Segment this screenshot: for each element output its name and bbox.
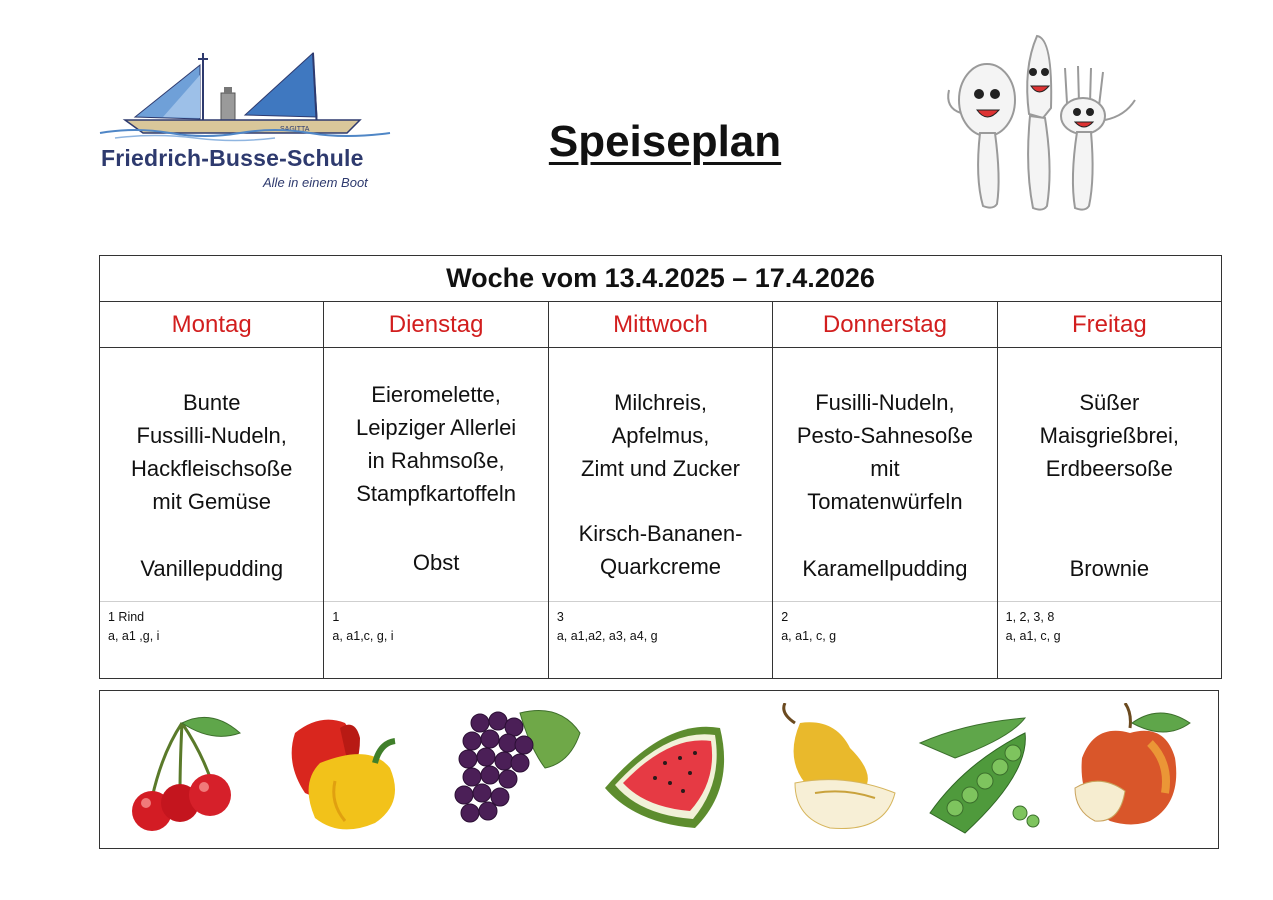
- svg-text:SAGITTA: SAGITTA: [280, 126, 310, 133]
- day-name: Dienstag: [324, 302, 547, 348]
- main-dish: Milchreis, Apfelmus, Zimt und Zucker: [581, 390, 740, 481]
- day-name: Montag: [100, 302, 323, 348]
- main-dish: Eieromelette, Leipziger Allerlei in Rahmsoße, Stampfkartoffeln: [356, 382, 517, 506]
- main-dish: Fusilli-Nudeln, Pesto-Sahnesoße mit Tomatenwürfeln: [796, 390, 973, 514]
- bell-peppers-image: [280, 703, 410, 838]
- additive-codes: 2: [781, 610, 789, 624]
- dessert: Brownie: [1069, 556, 1150, 581]
- peas-image: [915, 703, 1040, 838]
- day-column-monday: [100, 302, 324, 679]
- meal-cell: [324, 348, 547, 602]
- grapes-image: [450, 703, 585, 838]
- additive-codes: 1 Rind: [108, 610, 145, 624]
- day-name: Donnerstag: [773, 302, 996, 348]
- pear-image: [775, 703, 900, 838]
- page-title: Speiseplan: [548, 117, 782, 166]
- main-dish: Bunte Fussilli-Nudeln, Hackfleischsoße mit Gemüse: [131, 390, 293, 514]
- day-name: Freitag: [998, 302, 1221, 348]
- allergen-info: [549, 602, 772, 652]
- dessert: Obst: [412, 550, 460, 575]
- school-name: Friedrich-Busse-Schule: [101, 145, 364, 171]
- fruit-illustrations: [99, 690, 1219, 849]
- allergen-info: [998, 602, 1221, 652]
- cutlery-mascot-icon: [935, 28, 1145, 218]
- dessert: Karamellpudding: [802, 556, 968, 581]
- day-column-friday: [998, 302, 1221, 679]
- day-column-thursday: [773, 302, 997, 679]
- dessert: Kirsch-Bananen- Quarkcreme: [578, 521, 743, 579]
- day-column-tuesday: [324, 302, 548, 679]
- allergen-info: [773, 602, 996, 652]
- week-range: Woche vom 13.4.2025 – 17.4.2026: [100, 256, 1221, 302]
- allergen-info: [100, 602, 323, 652]
- additive-codes: 1, 2, 3, 8: [1005, 610, 1055, 624]
- allergen-codes: a, a1,a2, a3, a4, g: [556, 629, 658, 643]
- meal-cell: [773, 348, 996, 602]
- dessert: Vanillepudding: [140, 556, 284, 581]
- day-columns: [100, 302, 1221, 679]
- allergen-info: [324, 602, 547, 652]
- allergen-codes: a, a1,c, g, i: [332, 629, 394, 643]
- allergen-codes: a, a1, c, g: [781, 629, 837, 643]
- apple-image: [1070, 703, 1195, 838]
- cherries-image: [122, 703, 247, 838]
- additive-codes: 1: [332, 610, 340, 624]
- allergen-codes: a, a1 ,g, i: [108, 629, 160, 643]
- meal-cell: [100, 348, 323, 602]
- school-motto: Alle in einem Boot: [263, 175, 368, 190]
- day-column-wednesday: [549, 302, 773, 679]
- allergen-codes: a, a1, c, g: [1005, 629, 1061, 643]
- meal-cell: [549, 348, 772, 602]
- main-dish: Süßer Maisgrießbrei, Erdbeersoße: [1039, 390, 1180, 481]
- menu-table: [99, 255, 1222, 679]
- watermelon-image: [595, 703, 735, 838]
- additive-codes: 3: [556, 610, 564, 624]
- day-name: Mittwoch: [549, 302, 772, 348]
- meal-cell: [998, 348, 1221, 602]
